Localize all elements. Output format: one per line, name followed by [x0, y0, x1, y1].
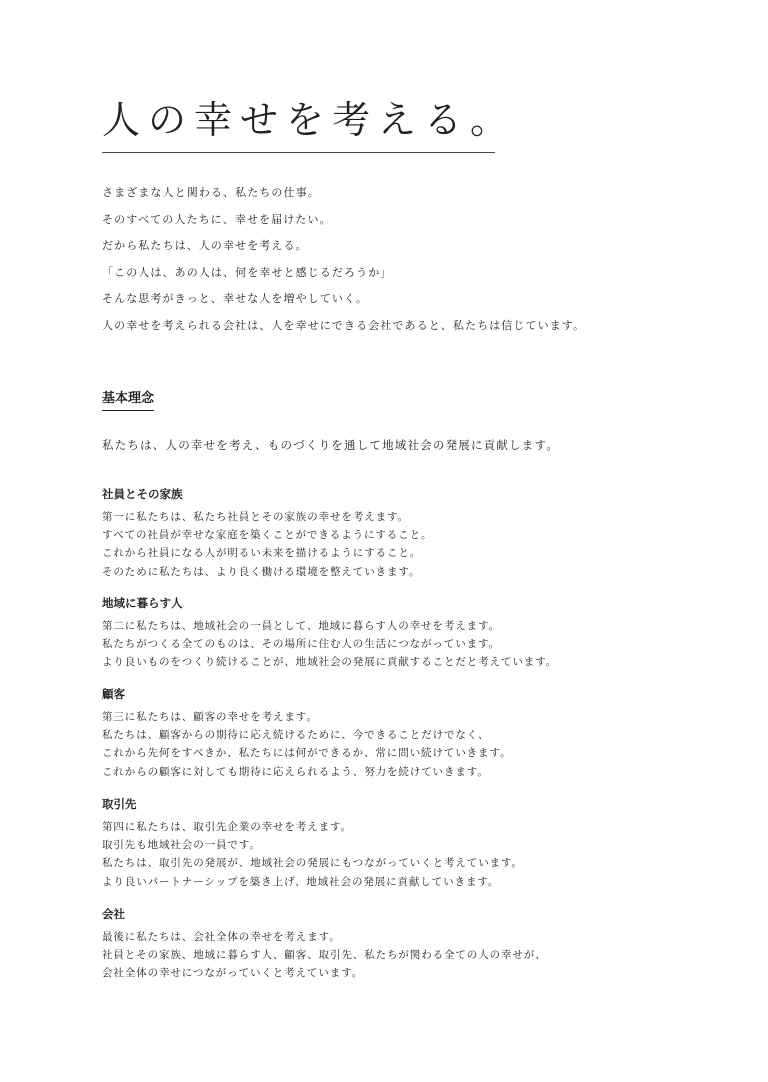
intro-paragraph [102, 180, 662, 339]
section-company [102, 906, 662, 983]
title-block [102, 98, 517, 153]
section-line: より良いものをつくり続けることが、地域社会の発展に貢献することだと考えています。 [102, 656, 558, 669]
section-line: 第三に私たちは、顧客の幸せを考えます。 [102, 711, 318, 723]
section-line: 私たちは、取引先の発展が、地域社会の発展にもつながっていくと考えています。 [102, 857, 523, 870]
section-line: すべての社員が幸せな家庭を築くことができるようにすること。 [102, 529, 433, 542]
section-line: 最後に私たちは、会社全体の幸せを考えます。 [102, 931, 341, 943]
section-line: より良いパートナーシップを築き上げ、地域社会の発展に貢献していきます。 [102, 875, 500, 888]
section-customers [102, 686, 662, 781]
intro-line: 「この人は、あの人は、何を幸せと感じるだろうか」 [102, 265, 393, 279]
section-line: これからの顧客に対しても期待に応えられるよう、努力を続けていきます。 [102, 765, 489, 778]
section-heading: 取引先 [102, 797, 137, 811]
section-line: 社員とその家族、地域に暮らす人、顧客、取引先、私たちが関わる全ての人の幸せが、 [102, 949, 547, 962]
section-line: 第四に私たちは、取引先企業の幸せを考えます。 [102, 821, 352, 833]
section-heading: 顧客 [102, 687, 125, 701]
section-heading: 社員とその家族 [102, 487, 183, 501]
intro-line: だから私たちは、人の幸せを考える。 [102, 239, 308, 252]
intro-line: そのすべての人たちに、幸せを届けたい。 [102, 212, 332, 226]
intro-line: さまざまな人と関わる、私たちの仕事。 [102, 186, 320, 199]
section-line: そのために私たちは、より良く働ける環境を整えていきます。 [102, 565, 421, 578]
intro-line: そんな思考がきっと、幸せな人を増やしていく。 [102, 292, 368, 305]
section-line: 第一に私たちは、私たち社員とその家族の幸せを考えます。 [102, 511, 409, 523]
section-line: 私たちがつくる全てのものは、その場所に住む人の生活につながっています。 [102, 638, 500, 651]
section-business-partners [102, 796, 662, 891]
page-title: 人の幸せを考える。 [102, 98, 517, 142]
section-employees [102, 486, 662, 581]
section-local-residents [102, 595, 662, 672]
section-line: これから社員になる人が明るい未来を描けるようにすること。 [102, 547, 422, 560]
section-line: 私たちは、顧客からの期待に応え続けるために、今できることだけでなく、 [102, 729, 490, 742]
section-line: 会社全体の幸せにつながっていくと考えています。 [102, 967, 364, 980]
section-heading: 地域に暮らす人 [102, 596, 183, 610]
philosophy-heading: 基本理念 [102, 389, 154, 411]
section-line: 第二に私たちは、地域社会の一員として、地域に暮らす人の幸せを考えます。 [102, 620, 500, 632]
section-line: これから先何をすべきか、私たちには何ができるか、常に問い続けていきます。 [102, 747, 512, 760]
intro-line: 人の幸せを考えられる会社は、人を幸せにできる会社であると、私たちは信じています。 [102, 318, 586, 332]
section-line: 取引先も地域社会の一員です。 [102, 839, 261, 852]
section-heading: 会社 [102, 907, 125, 921]
philosophy-statement: 私たちは、人の幸せを考え、ものづくりを通して地域社会の発展に貢献します。 [102, 438, 559, 452]
